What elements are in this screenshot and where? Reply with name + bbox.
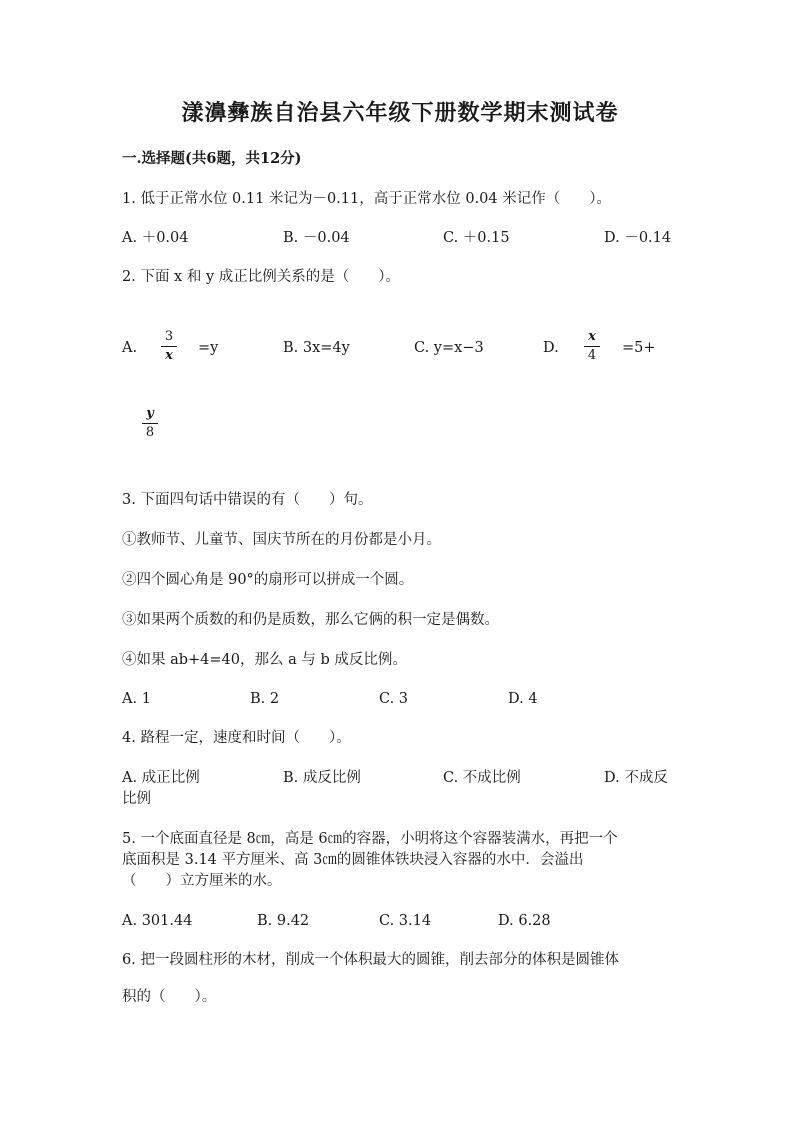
q4-option-a[interactable]: A. 成正比例 <box>122 770 200 786</box>
q1-option-d[interactable]: D. －0.14 <box>604 230 672 246</box>
fraction-numerator: 3 <box>164 329 174 344</box>
fraction-numerator: y <box>146 406 154 421</box>
q4-option-b[interactable]: B. 成反比例 <box>283 770 361 786</box>
q2-option-a-tail: =y <box>198 340 219 356</box>
q5-option-d[interactable]: D. 6.28 <box>498 913 551 929</box>
question-4-text: 4. 路程一定，速度和时间（ ）。 <box>122 730 351 746</box>
fraction-denominator: 8 <box>145 425 155 440</box>
question-1-text: 1. 低于正常水位 0.11 米记为－0.11，高于正常水位 0.04 米记作（ ）。 <box>122 191 611 207</box>
q2-option-b[interactable]: B. 3x=4y <box>283 340 350 356</box>
question-2-text: 2. 下面 x 和 y 成正比例关系的是（ ）。 <box>122 269 400 285</box>
q4-option-d[interactable]: D. 不成反 <box>604 770 668 786</box>
q2-option-c[interactable]: C. y=x−3 <box>414 340 484 356</box>
q3-option-b[interactable]: B. 2 <box>250 691 280 707</box>
question-3-text: 3. 下面四句话中错误的有（ ）句。 <box>122 492 373 508</box>
question-5-line-2: 底面积是 3.14 平方厘米、高 3㎝的圆锥体铁块浸入容器的水中．会溢出 <box>122 852 584 868</box>
q3-statement-3: ③如果两个质数的和仍是质数，那么它俩的积一定是偶数。 <box>122 612 499 628</box>
q2-option-d-label[interactable]: D. <box>543 340 559 356</box>
q2-option-d-tail: =5+ <box>622 340 656 356</box>
fraction-bar <box>584 346 600 347</box>
section-heading: 一.选择题(共6题，共12分) <box>122 150 302 167</box>
q5-option-c[interactable]: C. 3.14 <box>379 913 432 929</box>
q3-statement-4: ④如果 ab+4=40，那么 a 与 b 成反比例。 <box>122 652 407 668</box>
q5-option-a[interactable]: A. 301.44 <box>122 913 193 929</box>
q1-option-b[interactable]: B. －0.04 <box>283 230 350 246</box>
q3-statement-1: ①教师节、儿童节、国庆节所在的月份都是小月。 <box>122 532 441 548</box>
q2-option-a-label[interactable]: A. <box>122 340 138 356</box>
fraction-numerator: x <box>588 329 596 344</box>
q2-option-d-fraction-2 <box>141 407 159 440</box>
q3-statement-2: ②四个圆心角是 90°的扇形可以拼成一个圆。 <box>122 572 414 588</box>
page-title: 漾濞彝族自治县六年级下册数学期末测试卷 <box>181 100 619 126</box>
q1-option-a[interactable]: A. ＋0.04 <box>122 230 189 246</box>
question-6-line-1: 6. 把一段圆柱形的木材，削成一个体积最大的圆锥，削去部分的体积是圆锥体 <box>122 952 619 968</box>
question-5-line-3: （ ）立方厘米的水。 <box>122 873 282 889</box>
q4-option-d-wrap: 比例 <box>122 791 151 807</box>
q3-option-a[interactable]: A. 1 <box>122 691 151 707</box>
q5-option-b[interactable]: B. 9.42 <box>257 913 310 929</box>
question-6-line-2: 积的（ ）。 <box>122 989 217 1005</box>
fraction-denominator: 4 <box>587 348 597 363</box>
fraction-bar <box>161 346 177 347</box>
fraction-denominator: x <box>165 348 173 363</box>
question-5-line-1: 5. 一个底面直径是 8㎝，高是 6㎝的容器，小明将这个容器装满水，再把一个 <box>122 831 618 847</box>
q3-option-d[interactable]: D. 4 <box>508 691 538 707</box>
q3-option-c[interactable]: C. 3 <box>379 691 409 707</box>
q2-option-a-fraction <box>160 330 178 363</box>
fraction-bar <box>142 423 158 424</box>
q2-option-d-fraction <box>583 330 601 363</box>
q1-option-c[interactable]: C. ＋0.15 <box>443 230 510 246</box>
q4-option-c[interactable]: C. 不成比例 <box>443 770 521 786</box>
